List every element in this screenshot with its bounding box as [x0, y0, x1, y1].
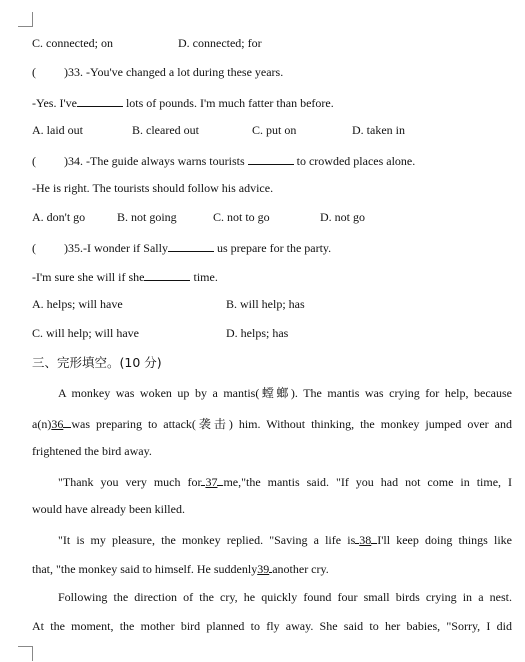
- passage-p1-line3: frightened the bird away.: [32, 444, 152, 458]
- cloze-blank-36: 36: [51, 417, 64, 431]
- question-33-text: )33. -You've changed a lot during these years.: [64, 65, 284, 79]
- question-33: [32, 65, 283, 79]
- answer-blank: [248, 152, 294, 165]
- cloze-blank-39: 39: [257, 562, 270, 576]
- question-34-reply: -He is right. The tourists should follow his advice.: [32, 181, 274, 195]
- passage-p1-line2: a(n)36 was preparing to attack(袭击) him. Without thinking, the monkey jumped over and: [32, 417, 512, 431]
- section-title: 三、完形填空。(10 分): [32, 355, 162, 370]
- q34-option-a: A. don't go: [32, 210, 86, 224]
- passage-p2-line1: "Thank you very much for 37 me,"the mantis said. "If you had not come in time, I: [58, 475, 512, 489]
- question-33-reply: -Yes. I've lots of pounds. I'm much fatter than before.: [32, 96, 334, 110]
- answer-blank: [77, 94, 123, 107]
- question-35-reply: -I'm sure she will if she time.: [32, 270, 218, 284]
- q35-option-c: C. will help; will have: [32, 326, 139, 340]
- q33-option-d: D. taken in: [352, 123, 405, 137]
- passage-p4-line1: Following the direction of the cry, he quickly found four small birds crying in a nest.: [58, 590, 512, 604]
- page-corner-mark-bottom: [18, 646, 33, 661]
- q32-option-c: C. connected; on: [32, 36, 113, 50]
- q33-option-b: B. cleared out: [132, 123, 199, 137]
- passage-p3-line2: that, "the monkey said to himself. He suddenly39 another cry.: [32, 562, 329, 576]
- passage-p1-line1: A monkey was woken up by a mantis(螳螂). The mantis was crying for help, because: [58, 386, 512, 400]
- cloze-blank-38: 38: [359, 533, 372, 547]
- q35-option-a: A. helps; will have: [32, 297, 123, 311]
- question-34: ( )34. -The guide always warns tourists to crowded places alone.: [32, 154, 416, 168]
- passage-p4-line2: At the moment, the mother bird planned to fly away. She said to her babies, "Sorry, I did: [32, 619, 512, 633]
- q32-option-d: D. connected; for: [178, 36, 262, 50]
- passage-p2-line2: would have already been killed.: [32, 502, 185, 516]
- question-35: ( )35.-I wonder if Sally us prepare for the party.: [32, 241, 332, 255]
- passage-p3-line1: "It is my pleasure, the monkey replied. "Saving a life is 38 I'll keep doing things like: [58, 533, 512, 547]
- q34-option-b: B. not going: [117, 210, 177, 224]
- page-corner-mark-top: [18, 12, 33, 27]
- cloze-blank-37: 37: [205, 475, 218, 489]
- q34-option-d: D. not go: [320, 210, 365, 224]
- answer-blank: [144, 268, 190, 281]
- q33-option-a: A. laid out: [32, 123, 83, 137]
- q35-option-b: B. will help; has: [226, 297, 305, 311]
- answer-paren-open: (: [32, 65, 36, 79]
- q34-option-c: C. not to go: [213, 210, 270, 224]
- answer-blank: [168, 239, 214, 252]
- q35-option-d: D. helps; has: [226, 326, 289, 340]
- q33-option-c: C. put on: [252, 123, 297, 137]
